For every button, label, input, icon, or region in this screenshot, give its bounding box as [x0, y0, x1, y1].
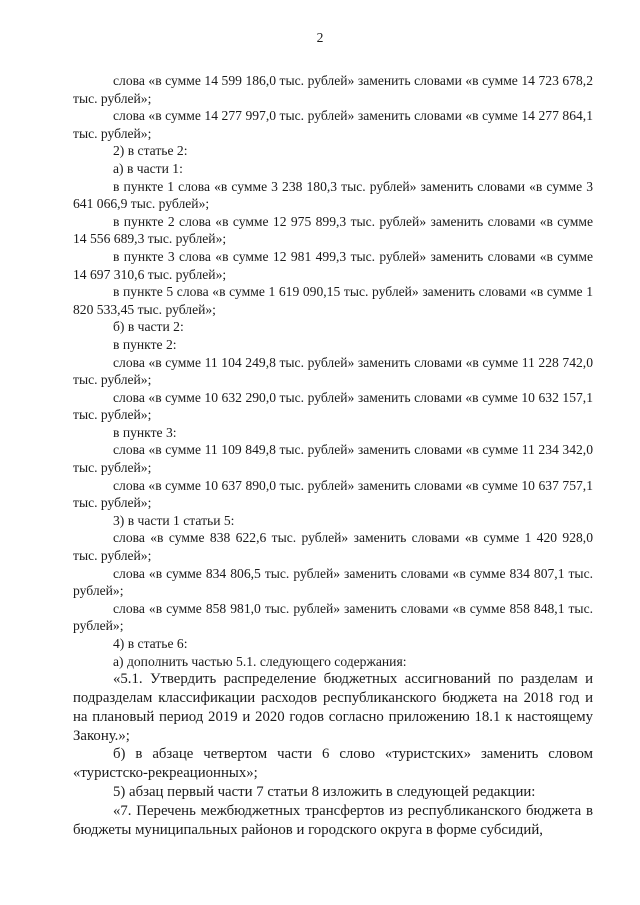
- paragraph-p8: в пункте 5 слова «в сумме 1 619 090,15 тыс. рублей» заменить словами «в сумме 1 820 533,45 тыс. рублей»;: [73, 284, 593, 317]
- paragraph-p9: б) в части 2:: [113, 319, 184, 335]
- paragraph-p11: слова «в сумме 11 104 249,8 тыс. рублей» заменить словами «в сумме 11 228 742,0 тыс. рублей»;: [73, 354, 593, 388]
- paragraph-p10: в пункте 2:: [113, 336, 177, 352]
- paragraph-p7: в пункте 3 слова «в сумме 12 981 499,3 тыс. рублей» заменить словами «в сумме 14 697 310,6 тыс. рублей»;: [73, 248, 593, 282]
- paragraph-p16: 3) в части 1 статьи 5:: [113, 512, 235, 528]
- paragraph-p1: слова «в сумме 14 599 186,0 тыс. рублей» заменить словами «в сумме 14 723 678,2 тыс. рублей»;: [73, 73, 593, 106]
- page-number: 2: [316, 30, 324, 45]
- paragraph-p23: б) в абзаце четвертом части 6 слово «туристских» заменить словом «туристско-рекреационных»;: [73, 746, 593, 782]
- paragraph-p4: а) в части 1:: [113, 160, 183, 176]
- paragraph-p15: слова «в сумме 10 637 890,0 тыс. рублей» заменить словами «в сумме 10 637 757,1 тыс. рублей»;: [73, 477, 593, 511]
- paragraph-p5: в пункте 1 слова «в сумме 3 238 180,3 тыс. рублей» заменить словами «в сумме 3 641 066,9 тыс. рублей»;: [73, 178, 593, 212]
- paragraph-p13: в пункте 3:: [113, 424, 177, 440]
- paragraph-p6: в пункте 2 слова «в сумме 12 975 899,3 тыс. рублей» заменить словами «в сумме 14 556 689,3 тыс. рублей»;: [73, 213, 593, 247]
- paragraph-p18: слова «в сумме 834 806,5 тыс. рублей» заменить словами «в сумме 834 807,1 тыс. рублей»;: [73, 565, 593, 599]
- paragraph-p22: «5.1. Утвердить распределение бюджетных ассигнований по разделам и подразделам классификации расходов республиканского бюджета на 2018 год и на плановый период 2019 и 2020 годов согласно приложению 18.1 к настоящему Закону.»;: [73, 671, 593, 744]
- document-body: [73, 72, 593, 839]
- paragraph-p3: 2) в статье 2:: [113, 143, 188, 159]
- paragraph-p24: 5) абзац первый части 7 статьи 8 изложить в следующей редакции:: [113, 783, 536, 800]
- paragraph-p17: слова «в сумме 838 622,6 тыс. рублей» заменить словами «в сумме 1 420 928,0 тыс. рублей»;: [73, 530, 593, 564]
- paragraph-p19: слова «в сумме 858 981,0 тыс. рублей» заменить словами «в сумме 858 848,1 тыс. рублей»;: [73, 600, 593, 634]
- paragraph-p2: слова «в сумме 14 277 997,0 тыс. рублей» заменить словами «в сумме 14 277 864,1 тыс. рублей»;: [73, 108, 593, 141]
- paragraph-p14: слова «в сумме 11 109 849,8 тыс. рублей» заменить словами «в сумме 11 234 342,0 тыс. рублей»;: [73, 442, 593, 476]
- paragraph-p21: а) дополнить частью 5.1. следующего содержания:: [113, 653, 407, 669]
- paragraph-p20: 4) в статье 6:: [113, 636, 188, 651]
- paragraph-p25: «7. Перечень межбюджетных трансфертов из республиканского бюджета в бюджеты муниципальных районов и городского округа в форме субсидий,: [73, 802, 593, 838]
- paragraph-p12: слова «в сумме 10 632 290,0 тыс. рублей» заменить словами «в сумме 10 632 157,1 тыс. рублей»;: [73, 389, 593, 423]
